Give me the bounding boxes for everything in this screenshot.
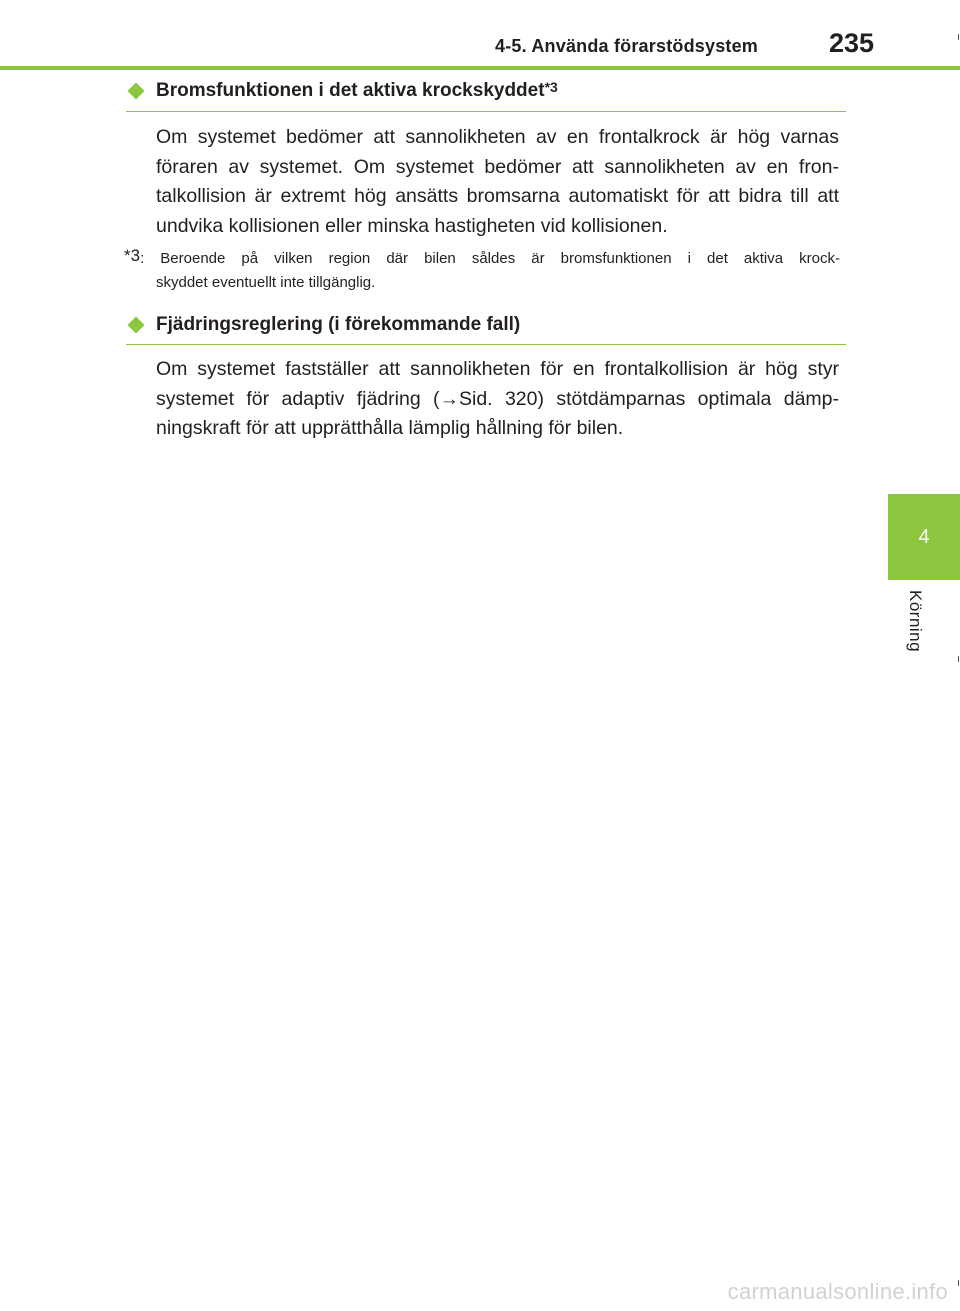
section-heading: [126, 314, 846, 336]
chapter-tab: [888, 494, 960, 580]
footnote-text-line2: skyddet eventuellt inte tillgänglig.: [156, 274, 376, 291]
chapter-number: 4: [918, 525, 930, 548]
heading-text: Bromsfunktionen i det aktiva krockskyddet: [156, 80, 545, 101]
crop-mark: [958, 34, 959, 40]
crop-mark: [958, 656, 959, 662]
diamond-bullet-icon: [128, 317, 145, 334]
footnote-text-line1: : Beroende på vilken region där bilen såldes är bromsfunktionen i det aktiva krock-: [140, 250, 840, 267]
footnote-reference: *3: [544, 79, 558, 95]
paragraph: Om systemet fastställer att sannolikheten för en frontalkollision är hög styr systemet för adaptiv fjädring (→Sid. 320) stötdämparnas optimala dämp-ningskraft för att upprätthålla lämplig hållning för bilen.: [156, 358, 839, 439]
heading-underline: [126, 344, 846, 345]
chapter-label: Körning: [906, 590, 925, 653]
section-heading: [126, 80, 846, 102]
watermark: carmanualsonline.info: [727, 1279, 948, 1304]
footnote-marker: *3: [124, 246, 141, 265]
heading-text: Fjädringsreglering (i förekommande fall): [156, 314, 521, 335]
footnote: [124, 244, 840, 296]
header-rule: [0, 66, 960, 70]
crop-mark: [958, 1280, 959, 1286]
heading-underline: [126, 111, 846, 112]
paragraph: Om systemet bedömer att sannolikheten av en frontalkrock är hög varnas föraren av systemet. Om systemet bedömer att sannolikheten av en fron-talkollision är extremt hög ansätts bromsarna automatiskt för att bidra till att undvika kollisionen eller minska hastigheten vid kollisionen.: [156, 126, 839, 237]
diamond-bullet-icon: [128, 83, 145, 100]
page-number: 235: [828, 28, 874, 58]
section-title: 4-5. Använda förarstödsystem: [495, 36, 759, 56]
